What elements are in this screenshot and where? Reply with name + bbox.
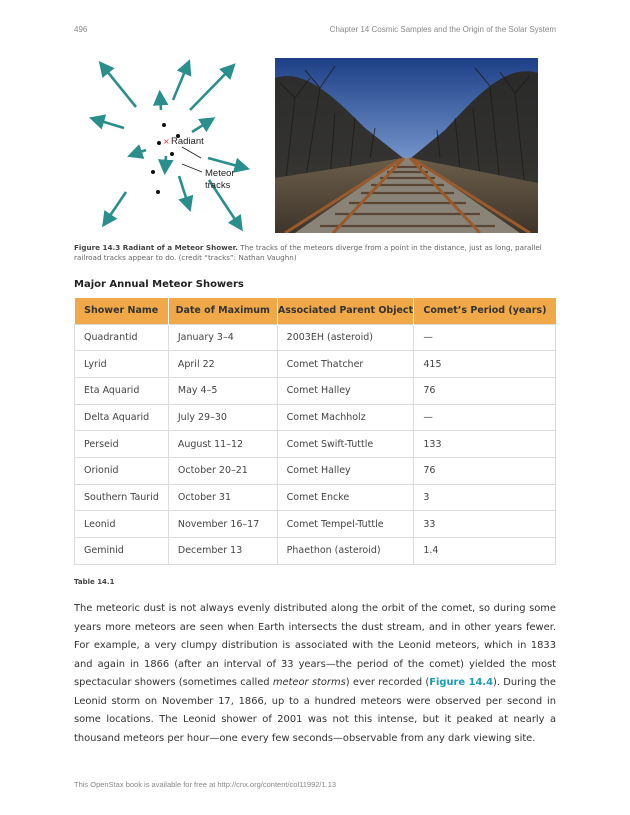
table-cell: Comet Thatcher	[277, 351, 414, 378]
table-cell: Comet Machholz	[277, 404, 414, 431]
figure-caption-text: The tracks of the meteors diverge from a point in the distance, just as long, parallel railroad tracks appear to do. (credit “tracks”: Nathan Vaughn)	[74, 243, 542, 262]
table-cell: 33	[414, 511, 556, 538]
body-paragraph	[74, 600, 556, 748]
table-cell: 133	[414, 431, 556, 458]
table-cell: October 31	[168, 484, 277, 511]
table-row	[75, 351, 556, 378]
table-row	[75, 404, 556, 431]
table-cell: November 16–17	[168, 511, 277, 538]
table-cell: October 20–21	[168, 457, 277, 484]
table-cell: Lyrid	[75, 351, 169, 378]
table-row	[75, 377, 556, 404]
tracks-label-line1: Meteor	[205, 168, 235, 179]
table-cell: Quadrantid	[75, 324, 169, 351]
table-cell: 76	[414, 377, 556, 404]
table-row	[75, 431, 556, 458]
table-cell: Perseid	[75, 431, 169, 458]
footer-text: This OpenStax book is available for free at http://cnx.org/content/col11992/1.13	[74, 780, 337, 789]
table-cell: Southern Taurid	[75, 484, 169, 511]
table-cell: Comet Halley	[277, 377, 414, 404]
railroad-tracks-photo	[275, 58, 538, 233]
table-cell: Orionid	[75, 457, 169, 484]
table-cell: Comet Encke	[277, 484, 414, 511]
paragraph-part-2: ) ever recorded (	[345, 677, 430, 688]
header-parent-object: Associated Parent Object	[277, 298, 414, 324]
figure-caption-label: Figure 14.3 Radiant of a Meteor Shower.	[74, 243, 238, 252]
header-date-of-maximum: Date of Maximum	[168, 298, 277, 324]
radiant-diagram	[74, 52, 264, 237]
table-row	[75, 484, 556, 511]
figure-caption	[74, 243, 556, 262]
table-cell: —	[414, 324, 556, 351]
table-cell: December 13	[168, 538, 277, 565]
radiant-marker-icon: ×	[163, 137, 170, 146]
table-label: Table 14.1	[74, 578, 115, 586]
table-row	[75, 511, 556, 538]
table-cell: 1.4	[414, 538, 556, 565]
header-comet-period: Comet’s Period (years)	[414, 298, 556, 324]
table-cell: Delta Aquarid	[75, 404, 169, 431]
paragraph-emphasis: meteor storms	[272, 677, 346, 688]
paragraph-part-3: ). During the Leonid storm on November 17, 1866, up to a hundred meteors were observed per second in some locations. The Leonid shower of 2001 was not this intense, but it peaked at nearly a thousand meteors per hour—one every few seconds—observable from any dark viewing site.	[74, 677, 556, 744]
paragraph-part-1: The meteoric dust is not always evenly distributed along the orbit of the comet, so during some years more meteors are seen when Earth intersects the dust stream, and in other years fewer. For example, a very clumpy distribution is associated with the Leonid meteors, which in 1833 and again in 1866 (after an interval of 33 years—the period of the comet) yielded the most spectacular showers (sometimes called	[74, 603, 556, 688]
table-cell: 3	[414, 484, 556, 511]
table-cell: Geminid	[75, 538, 169, 565]
table-row	[75, 538, 556, 565]
header-shower-name: Shower Name	[75, 298, 169, 324]
table-cell: —	[414, 404, 556, 431]
table-cell: Comet Tempel-Tuttle	[277, 511, 414, 538]
table-cell: 2003EH (asteroid)	[277, 324, 414, 351]
meteor-showers-table	[74, 298, 556, 565]
table-row	[75, 457, 556, 484]
table-row	[75, 324, 556, 351]
table-cell: 415	[414, 351, 556, 378]
table-header-row	[75, 298, 556, 324]
table-cell: May 4–5	[168, 377, 277, 404]
table-cell: August 11–12	[168, 431, 277, 458]
figure-14-4-link[interactable]: Figure 14.4	[429, 677, 494, 688]
radiant-pointer-line	[182, 147, 201, 158]
tracks-pointer-line	[182, 164, 202, 172]
tracks-label-line2: tracks	[205, 180, 231, 191]
table-cell: Eta Aquarid	[75, 377, 169, 404]
table-cell: Phaethon (asteroid)	[277, 538, 414, 565]
table-cell: January 3–4	[168, 324, 277, 351]
table-cell: July 29–30	[168, 404, 277, 431]
table-cell: Comet Swift-Tuttle	[277, 431, 414, 458]
table-cell: April 22	[168, 351, 277, 378]
table-cell: Leonid	[75, 511, 169, 538]
table-cell: 76	[414, 457, 556, 484]
page-number: 496	[74, 25, 88, 34]
table-title: Major Annual Meteor Showers	[74, 279, 244, 290]
chapter-title: Chapter 14 Cosmic Samples and the Origin of the Solar System	[329, 25, 556, 34]
table-cell: Comet Halley	[277, 457, 414, 484]
radiant-label: Radiant	[171, 136, 204, 147]
